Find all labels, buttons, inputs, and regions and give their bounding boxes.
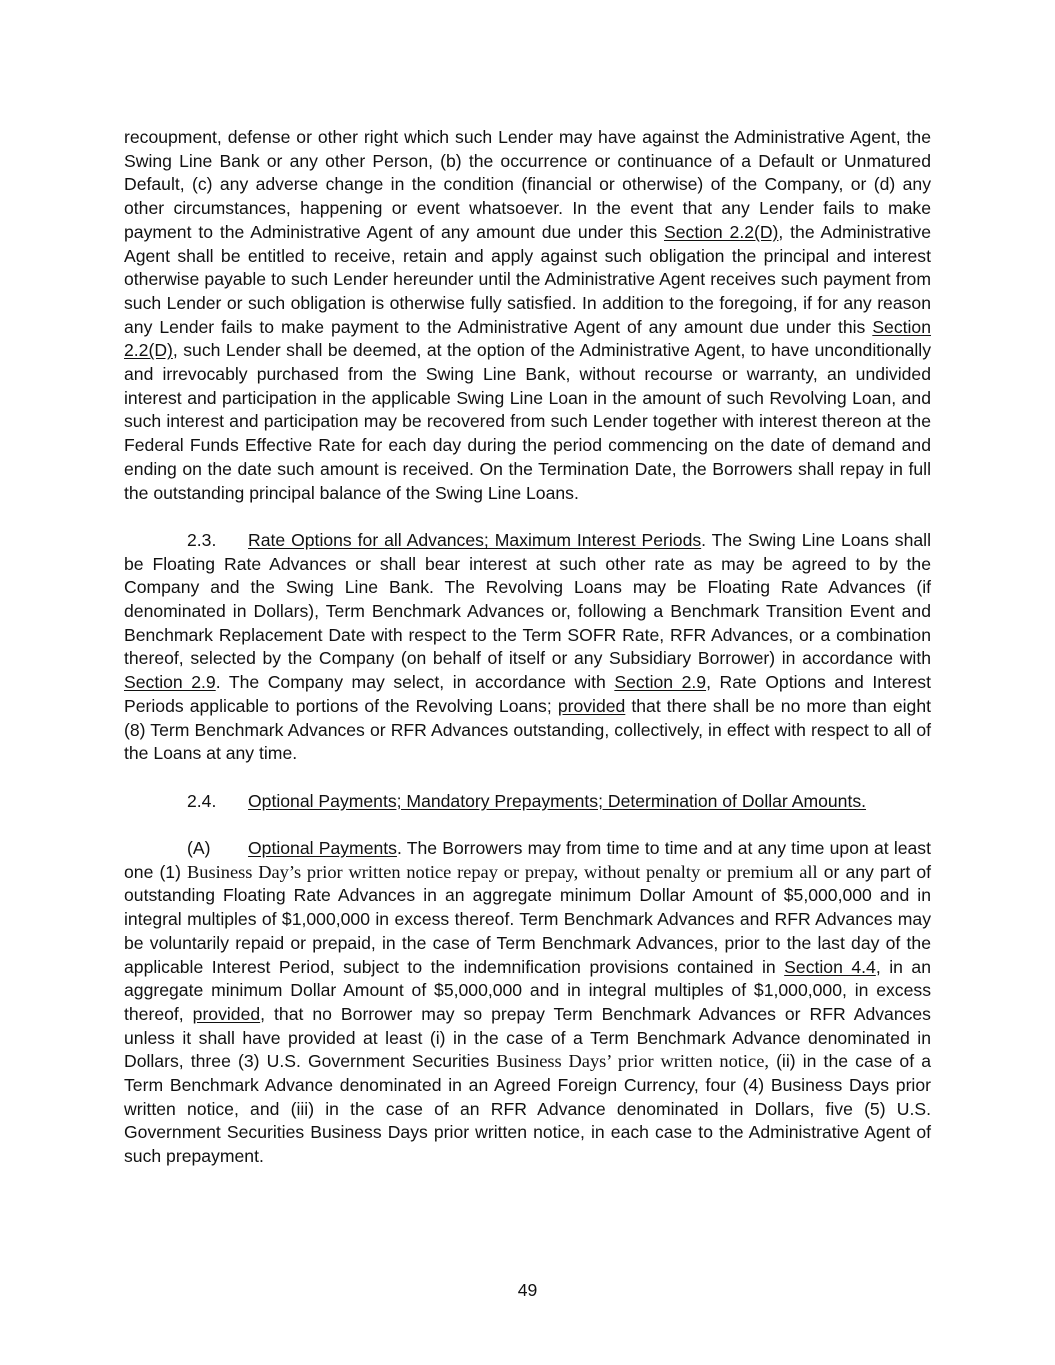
provided-term: provided: [192, 1003, 261, 1024]
text-run: or any part of outstanding Floating Rate Advances in an aggregate minimum Dollar Amount of $5,000,000 and in integral multiples of $1,000,000 in excess thereof. Term Benchmark Advances and RFR Advances may be voluntarily repaid or prepaid, in the case of Term Benchmark Advances, prior to the last day of the applicable Interest Period, subject to the indemnification provisions contained in: [124, 861, 931, 977]
section-reference: Section 2.2(D): [124, 316, 931, 361]
section-2-3-paragraph: [124, 529, 931, 766]
text-run: (ii) in the case of a Term Benchmark Advance denominated in an Agreed Foreign Currency, four (4) Business Days prior written notice, and (iii) in the case of an RFR Advance denominated in Dollars, five (5) U.S. Government Securities Business Days prior written notice, in each case to the Administrative Agent of such prepayment.: [124, 1051, 932, 1167]
provided-term: provided: [557, 695, 626, 716]
section-number: 2.3.: [187, 529, 217, 550]
text-run: that there shall be no more than eight (8) Term Benchmark Advances or RFR Advances outstanding, collectively, in effect with respect to all of the Loans at any time.: [124, 695, 932, 764]
text-run: . The Company may select, in accordance with: [215, 672, 615, 693]
continuation-paragraph: [124, 126, 931, 505]
text-run: recoupment, defense or other right which such Lender may have against the Administrative Agent, the Swing Line Bank or any other Person, (b) the occurrence or continuance of a Default or Unmatured Default, (c) any adverse change in the condition (financial or otherwise) of the Company, or (d) any other circumstances, happening or event whatsoever. In the event that any Lender fails to make payment to the Administrative Agent of any amount due under this: [124, 127, 931, 242]
text-run: , Rate Options and Interest Periods applicable to portions of the Revolving Loans;: [124, 672, 931, 716]
text-run: , such Lender shall be deemed, at the option of the Administrative Agent, to have unconditionally and irrevocably purchased from the Swing Line Bank, without recourse or warranty, an undivided interest and participation in the applicable Swing Line Loan in the amount of such Revolving Loan, and such interest and participation may be recovered from such Lender together with interest thereon at the Federal Funds Effective Rate for each day during the period commencing on the date of demand and ending on the date such amount is received. On the Termination Date, the Borrowers shall repay in full the outstanding principal balance of the Swing Line Loans.: [124, 340, 931, 503]
section-reference: Section 2.9: [614, 672, 707, 693]
document-page: [124, 126, 931, 1169]
text-run: Business Day’s prior written notice repay or prepay, without penalty or premium all: [187, 861, 818, 882]
section-number: 2.4.: [187, 790, 217, 811]
text-run: , in an aggregate minimum Dollar Amount of $5,000,000 and in integral multiples of $1,000,000, in excess thereof,: [124, 956, 931, 1024]
section-title: Rate Options for all Advances; Maximum Interest Periods: [248, 529, 702, 550]
text-run: Business Days’ prior written notice,: [496, 1051, 769, 1072]
section-2-4-heading: [124, 790, 931, 814]
section-reference: Section 2.2(D): [664, 221, 779, 242]
page-number: 49: [517, 1280, 538, 1300]
section-title: Optional Payments; Mandatory Prepayments; Determination of Dollar Amounts.: [248, 790, 867, 811]
section-reference: Section 4.4: [784, 956, 876, 977]
text-run: , that no Borrower may so prepay Term Benchmark Advances or RFR Advances unless it shall have provided at least (i) in the case of a Term Benchmark Advance denominated in Dollars, three (3) U.S. Government Securities: [124, 1003, 931, 1072]
subsection-label: (A): [187, 838, 211, 859]
subsection-title: Optional Payments: [248, 838, 397, 859]
section-2-4-a-paragraph: [124, 837, 931, 1169]
text-run: , the Administrative Agent shall be entitled to receive, retain and apply against such obligation the principal and interest otherwise payable to such Lender hereunder until the Administrative Agent receives such payment from such Lender or such obligation is otherwise fully satisfied. In addition to the foregoing, if for any reason any Lender fails to make payment to the Administrative Agent of any amount due under this: [124, 221, 931, 337]
text-run: . The Swing Line Loans shall be Floating Rate Advances or shall bear interest at such other rate as may be agreed to by the Company and the Swing Line Bank. The Revolving Loans may be Floating Rate Advances (if denominated in Dollars), Term Benchmark Advances or, following a Benchmark Transition Event and Benchmark Replacement Date with respect to the Term SOFR Rate, RFR Advances, or a combination thereof, selected by the Company (on behalf of itself or any Subsidiary Borrower) in accordance with: [124, 529, 931, 669]
text-run: . The Borrowers may from time to time and at any time upon at least one (1): [124, 838, 931, 882]
section-reference: Section 2.9: [124, 672, 216, 693]
